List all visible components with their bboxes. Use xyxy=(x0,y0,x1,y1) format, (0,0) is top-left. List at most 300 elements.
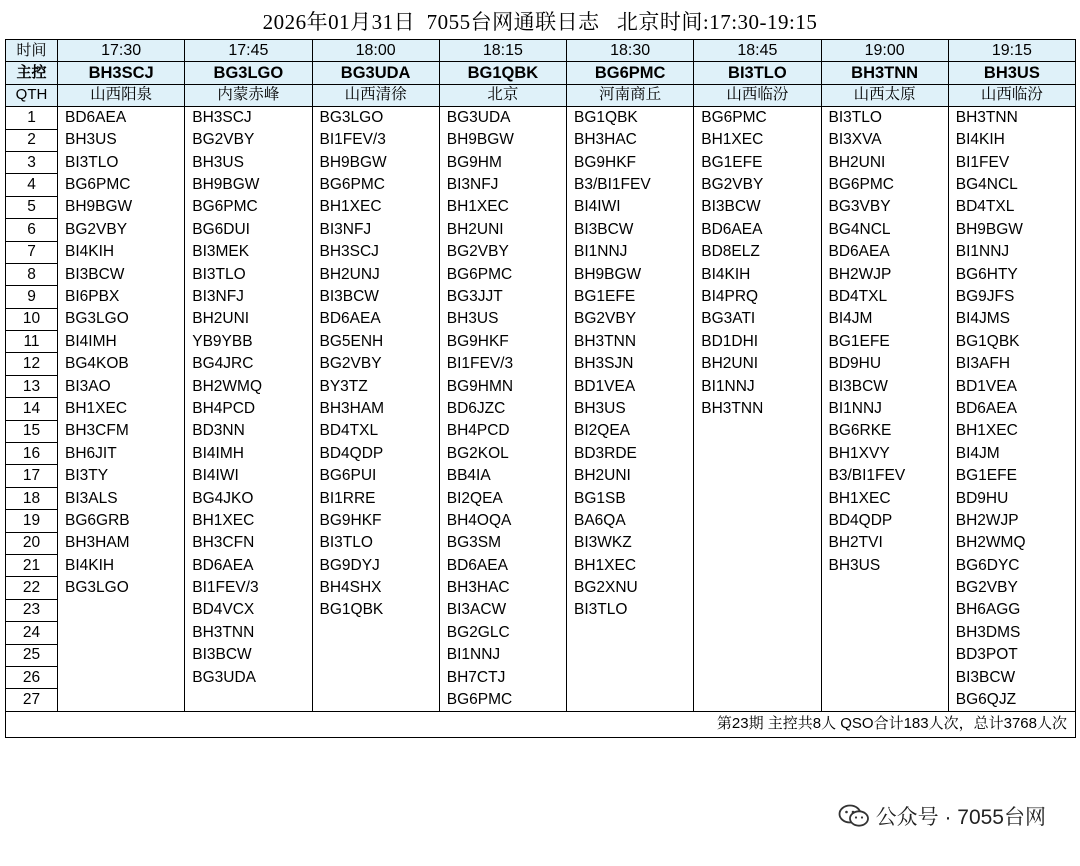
callsign-cell: BG6DUI xyxy=(185,219,312,241)
callsign-cell: BI4IWI xyxy=(567,196,694,218)
callsign-cell: BI3BCW xyxy=(185,644,312,666)
callsign-cell: BG1QBK xyxy=(567,107,694,129)
table-row xyxy=(6,353,1076,375)
callsign-cell: BG2VBY xyxy=(694,174,821,196)
slot-time: 18:15 xyxy=(439,40,566,62)
callsign-cell: BG6GRB xyxy=(58,510,185,532)
callsign-cell: BG3ATI xyxy=(694,308,821,330)
slot-time: 17:30 xyxy=(58,40,185,62)
callsign-cell: BG3LGO xyxy=(58,577,185,599)
callsign-cell: BH4PCD xyxy=(439,420,566,442)
callsign-cell: BH1XEC xyxy=(312,196,439,218)
callsign-cell xyxy=(58,622,185,644)
callsign-cell: BH3US xyxy=(58,129,185,151)
callsign-cell xyxy=(694,487,821,509)
callsign-cell: BI1FEV xyxy=(948,151,1075,173)
callsign-cell xyxy=(694,689,821,711)
callsign-cell: BG9HKF xyxy=(312,510,439,532)
slot-qth: 山西临汾 xyxy=(694,84,821,106)
row-number: 5 xyxy=(6,196,58,218)
callsign-cell xyxy=(567,666,694,688)
callsign-cell: BD6AEA xyxy=(58,107,185,129)
callsign-cell: BH1XEC xyxy=(58,398,185,420)
row-number: 19 xyxy=(6,510,58,532)
callsign-cell: BD3NN xyxy=(185,420,312,442)
slot-time: 19:15 xyxy=(948,40,1075,62)
table-row xyxy=(6,286,1076,308)
callsign-cell: BI3ACW xyxy=(439,599,566,621)
callsign-cell: BI1NNJ xyxy=(439,644,566,666)
callsign-cell: BG1EFE xyxy=(567,286,694,308)
callsign-cell: BG6PMC xyxy=(185,196,312,218)
callsign-cell: BI4KIH xyxy=(58,554,185,576)
table-row xyxy=(6,375,1076,397)
callsign-cell: BD4QDP xyxy=(821,510,948,532)
log-table xyxy=(5,39,1076,738)
callsign-cell: BD4TXL xyxy=(312,420,439,442)
callsign-cell: BH9BGW xyxy=(185,174,312,196)
callsign-cell: BG4JRC xyxy=(185,353,312,375)
row-number: 14 xyxy=(6,398,58,420)
callsign-cell: BI3NFJ xyxy=(439,174,566,196)
callsign-cell: BG9HMN xyxy=(439,375,566,397)
table-row xyxy=(6,689,1076,711)
callsign-cell xyxy=(694,622,821,644)
table-row xyxy=(6,420,1076,442)
callsign-cell: BH2WMQ xyxy=(948,532,1075,554)
callsign-cell: BH9BGW xyxy=(58,196,185,218)
log-title: 2026年01月31日 7055台网通联日志 北京时间:17:30-19:15 xyxy=(262,10,818,34)
callsign-cell: BI3TLO xyxy=(58,151,185,173)
slot-time: 18:45 xyxy=(694,40,821,62)
row-number: 11 xyxy=(6,331,58,353)
callsign-cell: B3/BI1FEV xyxy=(821,465,948,487)
row-number: 6 xyxy=(6,219,58,241)
callsign-cell: BI3BCW xyxy=(948,666,1075,688)
watermark-text: 公众号 · 7055台网 xyxy=(875,806,1046,829)
table-row xyxy=(6,331,1076,353)
callsign-cell: BI2QEA xyxy=(567,420,694,442)
callsign-cell: BI3NFJ xyxy=(185,286,312,308)
callsign-cell: BD6AEA xyxy=(694,219,821,241)
slot-operator: BG3LGO xyxy=(185,62,312,84)
callsign-cell: BI4JMS xyxy=(948,308,1075,330)
callsign-cell: BI3BCW xyxy=(58,263,185,285)
callsign-cell xyxy=(58,666,185,688)
callsign-cell xyxy=(567,622,694,644)
callsign-cell: BH3HAC xyxy=(567,129,694,151)
callsign-cell: BI2QEA xyxy=(439,487,566,509)
callsign-cell xyxy=(312,622,439,644)
table-row xyxy=(6,263,1076,285)
callsign-cell xyxy=(821,689,948,711)
callsign-cell: BH3US xyxy=(185,151,312,173)
callsign-cell xyxy=(312,689,439,711)
callsign-cell: BG9JFS xyxy=(948,286,1075,308)
callsign-cell: BG9HM xyxy=(439,151,566,173)
callsign-cell: BH6AGG xyxy=(948,599,1075,621)
row-number: 24 xyxy=(6,622,58,644)
callsign-cell: BH1XEC xyxy=(567,554,694,576)
callsign-cell: BG5ENH xyxy=(312,331,439,353)
callsign-cell: BH2TVI xyxy=(821,532,948,554)
callsign-cell: BG6PMC xyxy=(312,174,439,196)
row-number: 2 xyxy=(6,129,58,151)
watermark xyxy=(834,801,1050,831)
callsign-cell: BH2UNI xyxy=(567,465,694,487)
callsign-cell: BG6PMC xyxy=(694,107,821,129)
callsign-cell: BI4KIH xyxy=(694,263,821,285)
table-row xyxy=(6,196,1076,218)
callsign-cell: BD6AEA xyxy=(439,554,566,576)
callsign-cell: BD6AEA xyxy=(185,554,312,576)
table-row xyxy=(6,577,1076,599)
callsign-cell: BG6RKE xyxy=(821,420,948,442)
callsign-cell: BH3US xyxy=(821,554,948,576)
table-row xyxy=(6,599,1076,621)
callsign-cell: BI1FEV/3 xyxy=(439,353,566,375)
callsign-cell: BH4SHX xyxy=(312,577,439,599)
callsign-cell: BH1XEC xyxy=(439,196,566,218)
callsign-cell: YB9YBB xyxy=(185,331,312,353)
table-row xyxy=(6,107,1076,129)
callsign-cell: BI1NNJ xyxy=(567,241,694,263)
callsign-cell: BH3HAM xyxy=(58,532,185,554)
row-number: 18 xyxy=(6,487,58,509)
callsign-cell: BH3SCJ xyxy=(312,241,439,263)
callsign-cell: BD4VCX xyxy=(185,599,312,621)
callsign-cell: BH3TNN xyxy=(694,398,821,420)
callsign-cell: BI3NFJ xyxy=(312,219,439,241)
qth-row-label: QTH xyxy=(6,84,58,106)
callsign-cell xyxy=(821,599,948,621)
callsign-cell: BG3VBY xyxy=(821,196,948,218)
callsign-cell: BD6AEA xyxy=(821,241,948,263)
callsign-cell: BH2WJP xyxy=(821,263,948,285)
callsign-cell: BB4IA xyxy=(439,465,566,487)
callsign-cell xyxy=(694,599,821,621)
table-row xyxy=(6,510,1076,532)
table-row xyxy=(6,219,1076,241)
callsign-cell: BG3UDA xyxy=(439,107,566,129)
callsign-cell: BI3TLO xyxy=(821,107,948,129)
slot-operator: BH3TNN xyxy=(821,62,948,84)
callsign-cell: BG3LGO xyxy=(312,107,439,129)
callsign-cell: BA6QA xyxy=(567,510,694,532)
row-number: 4 xyxy=(6,174,58,196)
row-number: 7 xyxy=(6,241,58,263)
wechat-icon xyxy=(838,803,870,829)
callsign-cell: BI3BCW xyxy=(821,375,948,397)
row-number: 3 xyxy=(6,151,58,173)
callsign-cell: BH2WJP xyxy=(948,510,1075,532)
callsign-cell: BI3TY xyxy=(58,465,185,487)
callsign-cell: BH7CTJ xyxy=(439,666,566,688)
callsign-cell: BI3WKZ xyxy=(567,532,694,554)
callsign-cell: BG2VBY xyxy=(567,308,694,330)
callsign-cell: BD8ELZ xyxy=(694,241,821,263)
callsign-cell: BH2UNJ xyxy=(312,263,439,285)
callsign-cell xyxy=(821,577,948,599)
callsign-cell: BG9HKF xyxy=(567,151,694,173)
operator-row-label: 主控 xyxy=(6,62,58,84)
row-number: 23 xyxy=(6,599,58,621)
callsign-cell: BI6PBX xyxy=(58,286,185,308)
callsign-cell xyxy=(694,443,821,465)
callsign-cell: BG2VBY xyxy=(58,219,185,241)
slot-qth: 北京 xyxy=(439,84,566,106)
callsign-cell: BI1RRE xyxy=(312,487,439,509)
callsign-cell: BI4IMH xyxy=(58,331,185,353)
slot-qth: 内蒙赤峰 xyxy=(185,84,312,106)
callsign-cell: BH3CFM xyxy=(58,420,185,442)
slot-operator: BH3SCJ xyxy=(58,62,185,84)
callsign-cell: BG9HKF xyxy=(439,331,566,353)
callsign-cell xyxy=(821,666,948,688)
callsign-cell: BH3TNN xyxy=(948,107,1075,129)
row-number: 9 xyxy=(6,286,58,308)
row-number: 13 xyxy=(6,375,58,397)
callsign-cell: BG4NCL xyxy=(948,174,1075,196)
row-number: 26 xyxy=(6,666,58,688)
row-number: 10 xyxy=(6,308,58,330)
table-row xyxy=(6,129,1076,151)
table-row xyxy=(6,487,1076,509)
callsign-cell: BI4JM xyxy=(821,308,948,330)
time-row-label: 时间 xyxy=(6,40,58,62)
callsign-cell: BG6PMC xyxy=(439,689,566,711)
callsign-cell: BG6PMC xyxy=(821,174,948,196)
callsign-cell: BD4TXL xyxy=(948,196,1075,218)
callsign-cell: BH3US xyxy=(439,308,566,330)
callsign-cell: BI1FEV/3 xyxy=(312,129,439,151)
slot-qth: 山西临汾 xyxy=(948,84,1075,106)
callsign-cell: BI4KIH xyxy=(948,129,1075,151)
callsign-cell: BD9HU xyxy=(948,487,1075,509)
table-row xyxy=(6,308,1076,330)
callsign-cell: BH2UNI xyxy=(439,219,566,241)
callsign-cell xyxy=(694,554,821,576)
callsign-cell: BI3AFH xyxy=(948,353,1075,375)
callsign-cell: BD4TXL xyxy=(821,286,948,308)
callsign-cell xyxy=(694,644,821,666)
slot-time: 18:00 xyxy=(312,40,439,62)
callsign-cell: BI3AO xyxy=(58,375,185,397)
callsign-cell xyxy=(312,666,439,688)
callsign-cell: BI1FEV/3 xyxy=(185,577,312,599)
callsign-cell: BG1QBK xyxy=(948,331,1075,353)
callsign-cell: BG2KOL xyxy=(439,443,566,465)
callsign-cell: BI1NNJ xyxy=(821,398,948,420)
callsign-cell: BH4OQA xyxy=(439,510,566,532)
slot-qth: 山西清徐 xyxy=(312,84,439,106)
callsign-cell: BH3HAC xyxy=(439,577,566,599)
callsign-cell: BG6HTY xyxy=(948,263,1075,285)
callsign-cell: BY3TZ xyxy=(312,375,439,397)
callsign-cell: BG4NCL xyxy=(821,219,948,241)
callsign-cell: BI4PRQ xyxy=(694,286,821,308)
slot-qth: 山西阳泉 xyxy=(58,84,185,106)
callsign-cell: BI3BCW xyxy=(694,196,821,218)
callsign-cell: BI3MEK xyxy=(185,241,312,263)
callsign-cell xyxy=(694,577,821,599)
callsign-cell: BI4KIH xyxy=(58,241,185,263)
row-number: 15 xyxy=(6,420,58,442)
slot-qth: 河南商丘 xyxy=(567,84,694,106)
row-number: 8 xyxy=(6,263,58,285)
callsign-cell xyxy=(567,689,694,711)
qth-row xyxy=(6,84,1076,106)
callsign-cell xyxy=(694,666,821,688)
callsign-cell xyxy=(567,644,694,666)
callsign-cell xyxy=(58,599,185,621)
callsign-cell: BI3TLO xyxy=(567,599,694,621)
callsign-cell: BH9BGW xyxy=(312,151,439,173)
callsign-cell: BH1XEC xyxy=(821,487,948,509)
callsign-cell: BH3HAM xyxy=(312,398,439,420)
row-number: 16 xyxy=(6,443,58,465)
callsign-cell: BH9BGW xyxy=(439,129,566,151)
table-row xyxy=(6,151,1076,173)
callsign-cell: BG2XNU xyxy=(567,577,694,599)
callsign-cell: BG4KOB xyxy=(58,353,185,375)
callsign-cell: BG3UDA xyxy=(185,666,312,688)
table-row xyxy=(6,622,1076,644)
callsign-cell: BH2WMQ xyxy=(185,375,312,397)
callsign-cell: BH2UNI xyxy=(185,308,312,330)
callsign-cell xyxy=(694,510,821,532)
row-number: 22 xyxy=(6,577,58,599)
callsign-cell: BH1XEC xyxy=(948,420,1075,442)
callsign-cell xyxy=(312,644,439,666)
callsign-cell: BH1XEC xyxy=(694,129,821,151)
slot-operator: BI3TLO xyxy=(694,62,821,84)
callsign-cell: BG3LGO xyxy=(58,308,185,330)
callsign-cell: BI4IMH xyxy=(185,443,312,465)
callsign-cell: BG9DYJ xyxy=(312,554,439,576)
table-row xyxy=(6,174,1076,196)
slot-time: 18:30 xyxy=(567,40,694,62)
row-number: 21 xyxy=(6,554,58,576)
callsign-cell: BD1DHI xyxy=(694,331,821,353)
callsign-cell: BG1EFE xyxy=(948,465,1075,487)
callsign-cell xyxy=(185,689,312,711)
callsign-cell: BH3TNN xyxy=(567,331,694,353)
callsign-cell xyxy=(694,420,821,442)
table-row xyxy=(6,465,1076,487)
table-row xyxy=(6,241,1076,263)
callsign-cell: BH3US xyxy=(567,398,694,420)
callsign-cell: BG1EFE xyxy=(821,331,948,353)
callsign-cell: BI1NNJ xyxy=(694,375,821,397)
callsign-cell: BH3SJN xyxy=(567,353,694,375)
table-row xyxy=(6,443,1076,465)
callsign-cell: BI3TLO xyxy=(312,532,439,554)
callsign-cell: BG2GLC xyxy=(439,622,566,644)
slot-operator: BG3UDA xyxy=(312,62,439,84)
callsign-cell: BH1XVY xyxy=(821,443,948,465)
slot-qth: 山西太原 xyxy=(821,84,948,106)
callsign-cell: BG4JKO xyxy=(185,487,312,509)
callsign-cell: BG3SM xyxy=(439,532,566,554)
callsign-cell: BI1NNJ xyxy=(948,241,1075,263)
callsign-cell xyxy=(58,689,185,711)
callsign-cell: BG6PMC xyxy=(439,263,566,285)
callsign-cell xyxy=(821,644,948,666)
callsign-cell: BH1XEC xyxy=(185,510,312,532)
callsign-cell: BI3ALS xyxy=(58,487,185,509)
callsign-cell: BG6PUI xyxy=(312,465,439,487)
row-number: 20 xyxy=(6,532,58,554)
callsign-cell: BI3BCW xyxy=(312,286,439,308)
callsign-cell: BD3POT xyxy=(948,644,1075,666)
time-row xyxy=(6,40,1076,62)
callsign-cell: BH9BGW xyxy=(948,219,1075,241)
callsign-cell xyxy=(694,465,821,487)
callsign-cell: BD6AEA xyxy=(312,308,439,330)
callsign-cell: BG1SB xyxy=(567,487,694,509)
callsign-cell: BH3DMS xyxy=(948,622,1075,644)
footer-row xyxy=(6,711,1076,737)
callsign-cell: BD4QDP xyxy=(312,443,439,465)
callsign-cell: BH9BGW xyxy=(567,263,694,285)
callsign-cell xyxy=(58,644,185,666)
callsign-cell xyxy=(821,622,948,644)
callsign-cell: BG6PMC xyxy=(58,174,185,196)
operator-row xyxy=(6,62,1076,84)
callsign-cell: BI4IWI xyxy=(185,465,312,487)
slot-operator: BG1QBK xyxy=(439,62,566,84)
row-number: 25 xyxy=(6,644,58,666)
callsign-cell: BD3RDE xyxy=(567,443,694,465)
callsign-cell: BG2VBY xyxy=(185,129,312,151)
callsign-cell: BG3JJT xyxy=(439,286,566,308)
callsign-cell: BG2VBY xyxy=(439,241,566,263)
callsign-cell: BI4JM xyxy=(948,443,1075,465)
callsign-cell: BG2VBY xyxy=(948,577,1075,599)
slot-operator: BH3US xyxy=(948,62,1075,84)
callsign-cell: BH3CFN xyxy=(185,532,312,554)
row-number: 17 xyxy=(6,465,58,487)
table-row xyxy=(6,532,1076,554)
callsign-cell: BH4PCD xyxy=(185,398,312,420)
callsign-cell: BD1VEA xyxy=(948,375,1075,397)
callsign-cell: BD1VEA xyxy=(567,375,694,397)
table-row xyxy=(6,398,1076,420)
callsign-cell: BG6DYC xyxy=(948,554,1075,576)
slot-time: 19:00 xyxy=(821,40,948,62)
table-row xyxy=(6,666,1076,688)
callsign-cell: BG6QJZ xyxy=(948,689,1075,711)
slot-time: 17:45 xyxy=(185,40,312,62)
table-row xyxy=(6,644,1076,666)
callsign-cell: BD6AEA xyxy=(948,398,1075,420)
callsign-cell: BG1EFE xyxy=(694,151,821,173)
table-row xyxy=(6,554,1076,576)
callsign-cell: BG2VBY xyxy=(312,353,439,375)
callsign-cell: BI3BCW xyxy=(567,219,694,241)
callsign-cell: BH6JIT xyxy=(58,443,185,465)
footer-summary: 第23期 主控共8人 QSO合计183人次，总计3768人次 xyxy=(6,711,1076,737)
callsign-cell: B3/BI1FEV xyxy=(567,174,694,196)
callsign-cell: BI3TLO xyxy=(185,263,312,285)
callsign-cell: BD6JZC xyxy=(439,398,566,420)
callsign-cell: BG1QBK xyxy=(312,599,439,621)
callsign-cell: BH2UNI xyxy=(821,151,948,173)
callsign-cell: BH3TNN xyxy=(185,622,312,644)
callsign-cell: BI3XVA xyxy=(821,129,948,151)
slot-operator: BG6PMC xyxy=(567,62,694,84)
